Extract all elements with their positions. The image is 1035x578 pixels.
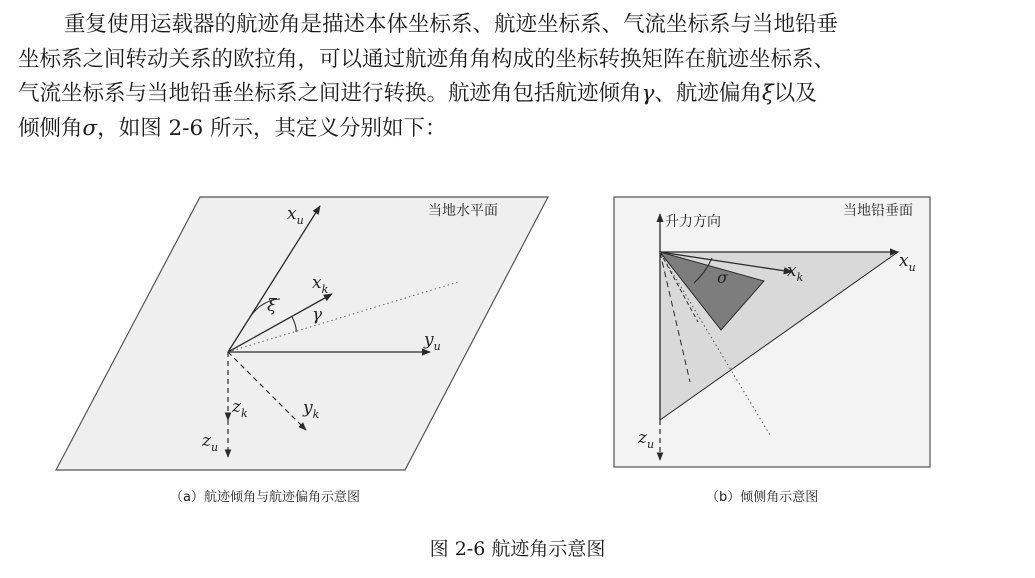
sigma-label-b: σ [717,268,728,287]
gamma-label-a: γ [312,305,323,325]
yu-label-a: $y_u$ [424,330,441,353]
gamma-symbol: γ [641,81,655,106]
xk-label-b: $x_k$ [787,261,804,284]
figure-a [56,197,548,470]
figure-a-caption: （a）航迹倾角与航迹偏角示意图 [170,490,360,505]
xi-symbol: ξ [761,81,774,106]
figure-caption: 图 2-6 航迹角示意图 [429,538,606,560]
sigma-symbol: σ [82,115,98,141]
xu-label-a: $x_u$ [287,204,304,227]
horizontal-plane-label: 当地水平面 [428,203,498,219]
paragraph-line-2: 坐标系之间转动关系的欧拉角，可以通过航迹角角构成的坐标转换矩阵在航迹坐标系、 [18,46,836,72]
horizontal-plane [56,197,548,470]
figure-b-caption: （b）倾侧角示意图 [706,490,819,505]
xk-label-a: $x_k$ [312,273,329,296]
paragraph-line-3-text-c: 以及 [773,81,817,106]
yk-label-a: $y_k$ [303,398,320,421]
paragraph-line-4-text-b: ，如图 2-6 所示，其定义分别如下： [97,115,447,141]
lift-direction-label: 升力方向 [665,214,721,230]
xu-label-b: $x_u$ [899,251,916,274]
paragraph-line-3-text-a: 气流坐标系与当地铅垂坐标系之间进行转换。航迹角包括航迹倾角 [18,81,642,106]
zk-label-a: $z_k$ [232,397,248,420]
vertical-plane-label: 当地铅垂面 [843,203,913,219]
zu-label-a: $z_u$ [202,431,219,454]
paragraph-line-4-text-a: 倾侧角 [18,115,83,141]
paragraph-line-3-text-b: 、航迹偏角 [654,81,762,106]
paragraph-line-1: 重复使用运载器的航迹角是描述本体坐标系、航迹坐标系、气流坐标系与当地铅垂 [64,12,839,37]
zu-label-b: $z_u$ [638,428,655,451]
xi-label-a: ξ [267,296,277,316]
figure-b [614,197,930,467]
